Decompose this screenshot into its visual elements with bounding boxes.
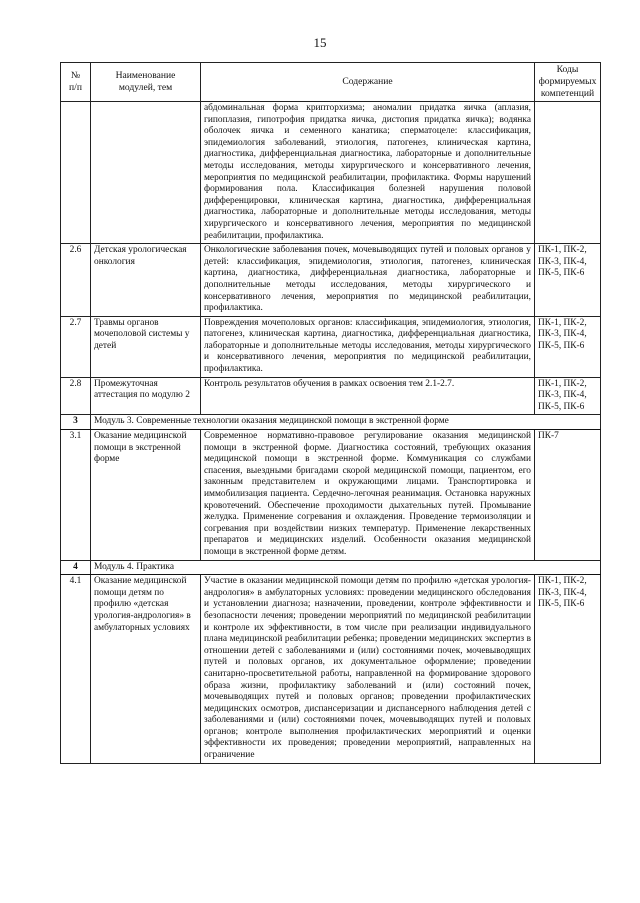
row-name: Травмы органов мочеполовой системы у детей xyxy=(91,316,201,377)
row-num: 2.6 xyxy=(61,244,91,317)
row-codes: ПК-1, ПК-2, ПК-3, ПК-4, ПК-5, ПК-6 xyxy=(535,316,601,377)
row-name xyxy=(91,102,201,244)
row-num xyxy=(61,102,91,244)
row-content: Онкологические заболевания почек, мочевыводящих путей и половых органов у детей: классификация, эпидемиология, этиология, патогенез, клиническая картина, диагностика, дифференциальная диагностика, лабораторные и дополнительные методы исследования, методы хирургического и консервативного лечения, мероприятия по медицинской реабилитации, профилактика. xyxy=(201,244,535,317)
module-4-row xyxy=(61,560,601,575)
row-codes: ПК-1, ПК-2, ПК-3, ПК-4, ПК-5, ПК-6 xyxy=(535,575,601,764)
table-row xyxy=(61,244,601,317)
module-4-title: Модуль 4. Практика xyxy=(91,560,601,575)
module-3-row xyxy=(61,415,601,430)
row-content: Контроль результатов обучения в рамках освоения тем 2.1-2.7. xyxy=(201,377,535,415)
table-row xyxy=(61,377,601,415)
row-content: Повреждения мочеполовых органов: классификация, эпидемиология, этиология, патогенез, клиническая картина, диагностика, дифференциальная диагностика, лабораторные и дополнительные методы исследования, методы хирургического и консервативного лечения, мероприятия по медицинской реабилитации, профилактика. xyxy=(201,316,535,377)
row-codes: ПК-1, ПК-2, ПК-3, ПК-4, ПК-5, ПК-6 xyxy=(535,377,601,415)
module-3-title: Модуль 3. Современные технологии оказания медицинской помощи в экстренной форме xyxy=(91,415,601,430)
row-name: Промежуточная аттестация по модулю 2 xyxy=(91,377,201,415)
header-codes: Коды формируемых компетенций xyxy=(535,63,601,102)
row-num: 3.1 xyxy=(61,430,91,561)
header-num: № п/п xyxy=(61,63,91,102)
table-header-row xyxy=(61,63,601,102)
row-num: 2.8 xyxy=(61,377,91,415)
header-content: Содержание xyxy=(201,63,535,102)
row-content: Современное нормативно-правовое регулирование оказания медицинской помощи в экстренной форме. Диагностика состояний, требующих оказания медицинской помощи в экстренной форме. Коммуникация со службами спасения, выездными бригадами скорой медицинской помощи, пациентом, его законным представителем и окружающими лицами. Транспортировка и иммобилизация пациента. Сердечно-легочная реанимация. Остановка наружных кровотечений. Обеспечение проходимости дыхательных путей. Промывание желудка. Применение согревания и охлаждения. Проведение термоизоляции и согревания при воздействии низких температур. Применение лекарственных препаратов и медицинских изделий. Особенности оказания медицинской помощи в экстренной форме детям. xyxy=(201,430,535,561)
page-number: 15 xyxy=(313,35,327,50)
row-content: Участие в оказании медицинской помощи детям по профилю «детская урология-андрология» в амбулаторных условиях: проведении медицинского обследования и установлении диагноза; назначении, проведении, контроле эффективности и безопасности лечения; проведении мероприятий по медицинской реабилитации и контроле их эффективности, в том числе при реализации индивидуального плана медицинской реабилитации ребенка; проведении медицинских экспертиз в отношении детей с заболеваниями и (или) состояниями почек, мочевыводящих путей и половых органов, их документальное оформление; проведении санитарно-просветительной работы, направленной на формирование здорового образа жизни, профилактику заболеваний и (или) состояний почек, мочевыводящих путей и половых органов; проведении профилактических медицинских осмотров, диспансеризации и диспансерного наблюдения детей с заболеваниями и (или) состояниями почек, мочевыводящих путей и половых органов; контроле выполнения профилактических мероприятий и оценки эффективности их проведения; проведении мероприятий, направленных на ограничение xyxy=(201,575,535,764)
table-row xyxy=(61,430,601,561)
header-name: Наименование модулей, тем xyxy=(91,63,201,102)
row-codes: ПК-1, ПК-2, ПК-3, ПК-4, ПК-5, ПК-6 xyxy=(535,244,601,317)
row-content: абдоминальная форма крипторхизма; аномалии придатка яичка (аплазия, гипоплазия, гипотрофия придатка яичка, дистопия придатка яичка); водянка оболочек яичка и семенного канатика; сперматоцеле: классификация, эпидемиология заболеваний, этиология, патогенез, клиническая картина, диагностика, дифференциальная диагностика, лабораторные и дополнительные методы исследования, методы хирургического и консервативного лечения, мероприятия по медицинской реабилитации, профилактика. Формы нарушений формирования пола. Классификация болезней нарушения половой дифференцировки, клиническая картина, диагностика, дифференциальная диагностика, лабораторные и дополнительные методы исследования, методы хирургического и консервативного лечения, мероприятия по медицинской реабилитации, профилактика. xyxy=(201,102,535,244)
row-name: Оказание медицинской помощи детям по профилю «детская урология-андрология» в амбулаторных условиях xyxy=(91,575,201,764)
row-codes: ПК-7 xyxy=(535,430,601,561)
table-row xyxy=(61,316,601,377)
table-row xyxy=(61,102,601,244)
module-4-num: 4 xyxy=(61,560,91,575)
row-num: 2.7 xyxy=(61,316,91,377)
row-name: Детская урологическая онкология xyxy=(91,244,201,317)
row-name: Оказание медицинской помощи в экстренной форме xyxy=(91,430,201,561)
module-3-num: 3 xyxy=(61,415,91,430)
curriculum-table xyxy=(60,62,601,764)
table-row xyxy=(61,575,601,764)
row-num: 4.1 xyxy=(61,575,91,764)
row-codes xyxy=(535,102,601,244)
